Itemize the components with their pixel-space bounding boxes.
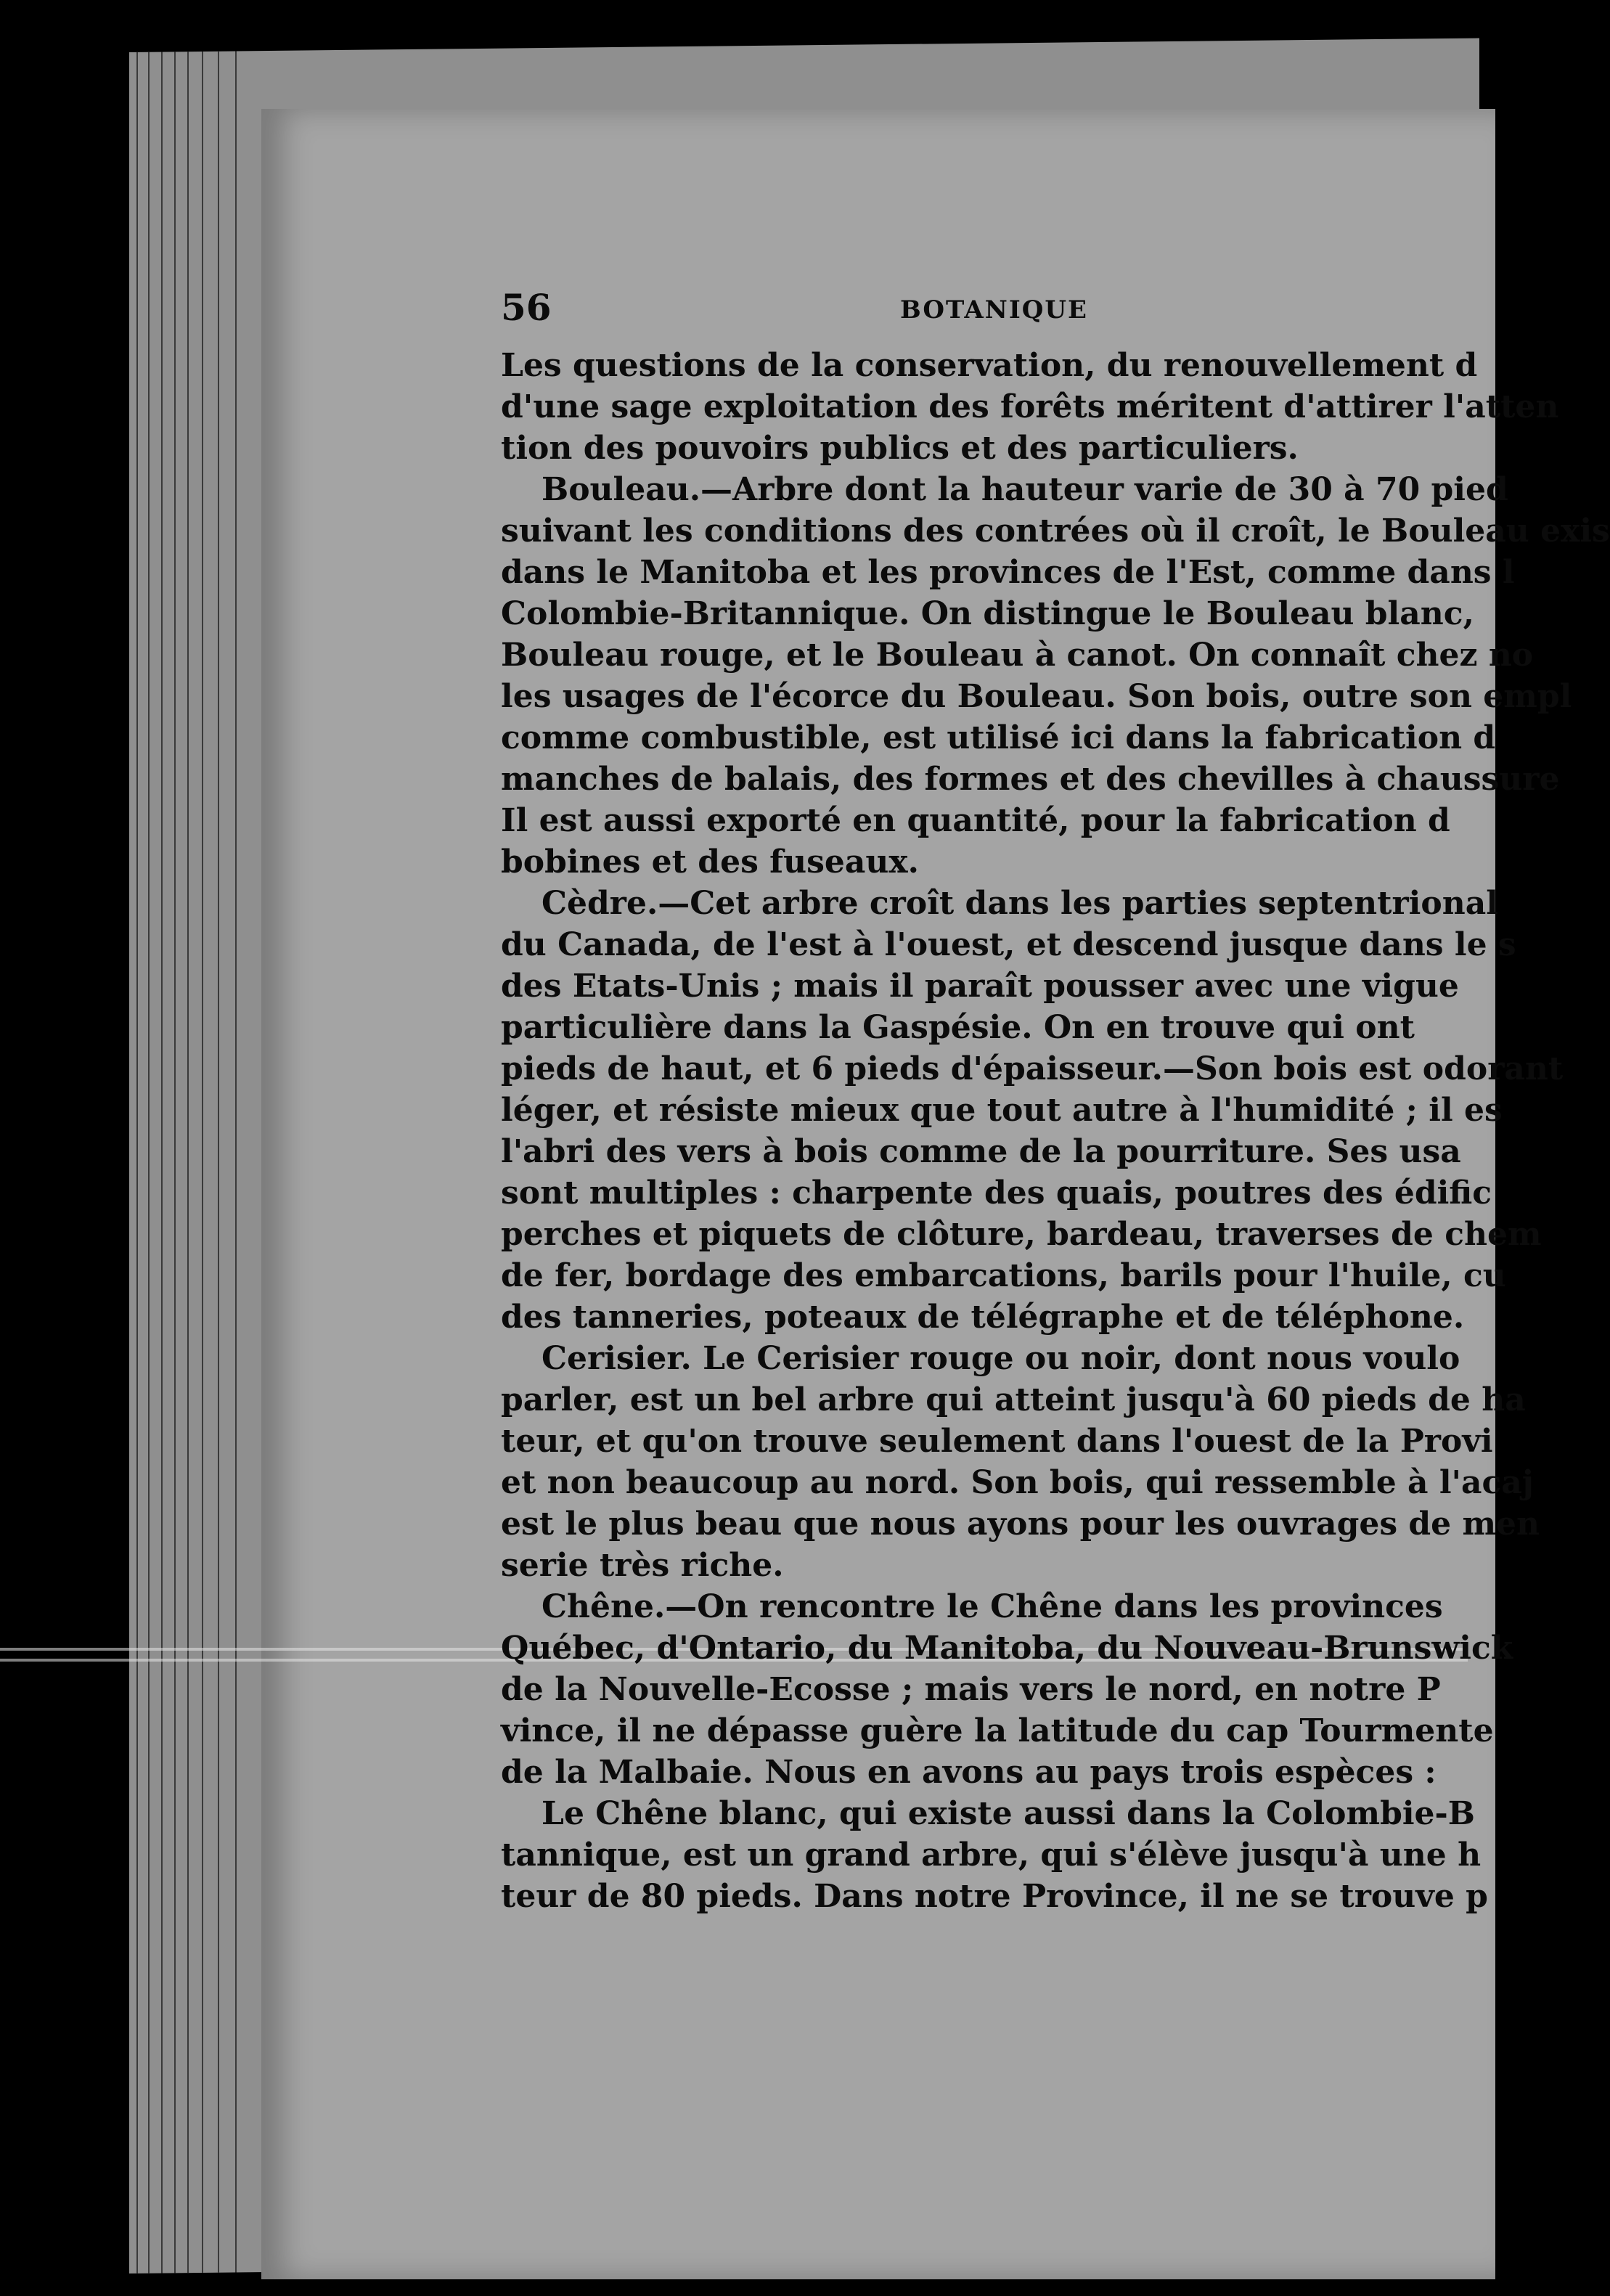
text-line: les usages de l'écorce du Bouleau. Son bois, outre son empl xyxy=(501,678,1572,715)
text-line: et non beaucoup au nord. Son bois, qui ressemble à l'acaj xyxy=(501,1464,1534,1501)
text-line: comme combustible, est utilisé ici dans la fabrication d xyxy=(501,719,1496,756)
text-line: tannique, est un grand arbre, qui s'élève jusqu'à une h xyxy=(501,1837,1482,1874)
text-line: pieds de haut, et 6 pieds d'épaisseur.—Son bois est odorant xyxy=(501,1050,1564,1087)
text-line: tion des pouvoirs publics et des particuliers. xyxy=(501,430,1299,467)
text-line: manches de balais, des formes et des chevilles à chaussure xyxy=(501,761,1560,798)
text-line: Bouleau.—Arbre dont la hauteur varie de 30 à 70 pied xyxy=(542,471,1508,508)
text-line: Cerisier. Le Cerisier rouge ou noir, dont nous voulo xyxy=(542,1340,1460,1377)
text-line: Bouleau rouge, et le Bouleau à canot. On connaît chez no xyxy=(501,637,1534,674)
text-line: vince, il ne dépasse guère la latitude du cap Tourmente xyxy=(501,1712,1494,1749)
running-head xyxy=(501,287,1474,330)
text-line: léger, et résiste mieux que tout autre à l'humidité ; il es xyxy=(501,1092,1503,1129)
page-text xyxy=(501,286,1610,1917)
text-line: Les questions de la conservation, du renouvellement d xyxy=(501,347,1478,384)
text-line: l'abri des vers à bois comme de la pourriture. Ses usa xyxy=(501,1133,1461,1170)
text-line: des tanneries, poteaux de télégraphe et de téléphone. xyxy=(501,1299,1465,1336)
page-number: 56 xyxy=(501,286,552,329)
text-line: particulière dans la Gaspésie. On en trouve qui ont xyxy=(501,1009,1415,1046)
text-line: d'une sage exploitation des forêts méritent d'attirer l'atten xyxy=(501,388,1559,425)
running-title: BOTANIQUE xyxy=(900,295,1088,324)
text-line: Québec, d'Ontario, du Manitoba, du Nouveau-Brunswick xyxy=(501,1630,1513,1667)
text-line: teur de 80 pieds. Dans notre Province, il ne se trouve p xyxy=(501,1878,1488,1915)
text-line: de la Nouvelle-Ecosse ; mais vers le nord, en notre P xyxy=(501,1671,1441,1708)
text-line: Il est aussi exporté en quantité, pour la fabrication d xyxy=(501,802,1450,839)
text-line: du Canada, de l'est à l'ouest, et descend jusque dans le s xyxy=(501,926,1516,963)
text-line: de la Malbaie. Nous en avons au pays trois espèces : xyxy=(501,1754,1437,1791)
text-line: serie très riche. xyxy=(501,1547,784,1584)
text-line: Cèdre.—Cet arbre croît dans les parties septentrional xyxy=(542,885,1498,922)
text-line: parler, est un bel arbre qui atteint jusqu'à 60 pieds de ha xyxy=(501,1381,1526,1418)
text-line: de fer, bordage des embarcations, barils pour l'huile, cu xyxy=(501,1257,1506,1294)
text-line: sont multiples : charpente des quais, poutres des édific xyxy=(501,1174,1492,1212)
text-line: dans le Manitoba et les provinces de l'Est, comme dans l xyxy=(501,554,1515,591)
text-line: des Etats-Unis ; mais il paraît pousser avec une vigue xyxy=(501,968,1459,1005)
text-line: Colombie-Britannique. On distingue le Bouleau blanc, xyxy=(501,595,1474,632)
text-line: Le Chêne blanc, qui existe aussi dans la Colombie-B xyxy=(542,1795,1475,1832)
text-line: est le plus beau que nous ayons pour les ouvrages de men xyxy=(501,1506,1540,1543)
text-line: suivant les conditions des contrées où il croît, le Bouleau exis xyxy=(501,512,1610,550)
text-line: teur, et qu'on trouve seulement dans l'ouest de la Provi xyxy=(501,1423,1493,1460)
text-line: perches et piquets de clôture, bardeau, traverses de chem xyxy=(501,1216,1542,1253)
text-line: bobines et des fuseaux. xyxy=(501,843,919,881)
text-line: Chêne.—On rencontre le Chêne dans les provinces xyxy=(542,1588,1443,1625)
